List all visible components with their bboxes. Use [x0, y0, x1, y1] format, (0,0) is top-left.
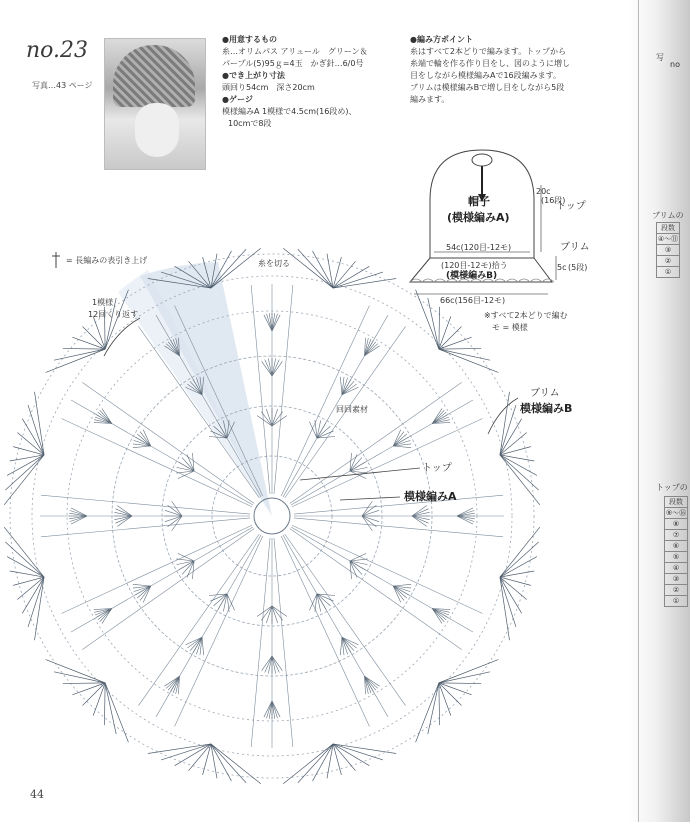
chart-inner-stitch — [171, 676, 180, 692]
chart-fan-stitch — [416, 683, 439, 742]
chart-fan-stitch — [298, 744, 333, 783]
chart-inner-stitch — [393, 434, 406, 446]
points-line-5: 編みます。 — [410, 95, 450, 104]
chart-brim-label: ブリム — [530, 388, 560, 399]
chart-fan-stitch — [500, 577, 516, 627]
points-line-2: 糸端で輪を作る作り目をし、図のように増し — [410, 59, 570, 68]
top-table-row: ② — [665, 585, 688, 596]
schematic-top-rows: (16段) — [541, 196, 566, 205]
chart-fan-stitch — [439, 326, 462, 349]
chart-fan-stitch — [439, 349, 498, 372]
chart-fan-stitch — [333, 744, 396, 754]
schematic-brim-rows: (5段) — [568, 263, 588, 272]
top-table-row: ① — [665, 596, 688, 607]
chart-inner-stitch — [362, 516, 379, 522]
brim-table-title: ブリムの — [652, 211, 684, 220]
top-pointer — [300, 468, 420, 480]
chart-inner-stitch — [432, 609, 448, 618]
chart-inner-stitch — [365, 340, 374, 356]
gauge-heading: ●ゲージ — [222, 95, 253, 104]
brim-rows-table — [656, 222, 680, 278]
schematic-top-label: トップ — [556, 201, 586, 212]
chart-fan-stitch — [104, 683, 105, 725]
photo-reference: 写真…43 ページ — [32, 81, 93, 90]
chart-fan-stitch — [298, 249, 333, 288]
chart-inner-stitch — [137, 586, 150, 598]
chart-fan-stitch — [333, 744, 383, 760]
top-table-row: ⑨〜⑯ — [665, 509, 687, 517]
top-table-row: ⑦ — [665, 530, 688, 541]
chart-fan-stitch — [28, 577, 44, 627]
chart-fan-stitch — [211, 744, 246, 783]
brim-pointer — [488, 398, 518, 434]
chart-inner-stitch — [457, 516, 474, 522]
chart-fan-stitch — [54, 672, 105, 683]
chart-fan-stitch — [333, 279, 396, 289]
chart-inner-stitch — [272, 416, 287, 426]
chart-inner-stitch — [432, 609, 442, 624]
chart-inner-stitch — [266, 314, 272, 331]
chart-fan-stitch — [175, 744, 211, 766]
chart-inner-stitch — [362, 510, 379, 516]
chart-inner-stitch — [457, 510, 474, 516]
chart-inner-stitch — [190, 637, 202, 650]
chart-inner-stitch — [272, 606, 278, 623]
chart-spoke — [82, 529, 254, 650]
chart-inner-stitch — [137, 434, 150, 446]
points-line-1: 糸はすべて2本どりで編みます。トップから — [410, 47, 567, 56]
chart-inner-stitch — [96, 609, 112, 618]
chart-inner-stitch — [257, 606, 272, 616]
chart-fan-stitch — [283, 248, 333, 288]
top-table-title: トップの — [656, 483, 688, 492]
page-number: 44 — [30, 788, 44, 801]
chart-fan-stitch — [28, 405, 44, 455]
chart-inner-stitch — [266, 606, 272, 623]
chart-repeat-2: 12回くり返す — [88, 310, 139, 319]
size-line: 頭回り54cm 深さ20cm — [222, 83, 315, 92]
chart-inner-stitch — [272, 606, 287, 616]
chart-fan-stitch — [333, 744, 369, 766]
chart-fan-stitch — [439, 683, 462, 706]
chart-fan-stitch — [211, 744, 261, 784]
chart-fan-stitch — [105, 683, 128, 742]
schematic-brim-label: ブリム — [560, 242, 590, 253]
legend — [52, 252, 147, 268]
chart-inner-stitch — [172, 516, 182, 531]
chart-fan-stitch — [500, 419, 522, 455]
chart-inner-stitch — [70, 510, 87, 516]
chart-inner-stitch — [393, 446, 411, 448]
top-table-row: ③ — [665, 574, 688, 585]
brim-table-row: ② — [657, 256, 680, 267]
chart-pattern-b-label: 模様編みB — [520, 402, 573, 415]
chart-inner-stitch — [165, 510, 182, 516]
schematic-note-2: モ = 模様 — [492, 323, 528, 332]
chart-fan-stitch — [439, 672, 490, 683]
chart-inner-stitch — [342, 381, 354, 394]
chart-fan-stitch — [63, 683, 105, 684]
chart-fan-stitch — [35, 577, 45, 640]
chart-fan-stitch — [439, 683, 481, 684]
next-page-header-a: 写 — [656, 53, 664, 62]
chart-inner-stitch — [133, 446, 151, 448]
chart-fan-stitch — [72, 337, 105, 349]
chart-pattern-a-label: 模様編みA — [404, 490, 457, 503]
chart-fan-stitch — [46, 349, 105, 372]
chart-fan-stitch — [439, 349, 490, 360]
chart-inner-stitch — [272, 314, 278, 331]
chart-top-label: トップ — [422, 463, 452, 474]
brim-table-header: 段数 — [657, 223, 680, 234]
chart-fan-stitch — [22, 577, 44, 613]
chart-fan-stitch — [22, 419, 44, 455]
chart-fan-stitch — [333, 272, 383, 288]
chart-inner-stitch — [365, 346, 380, 356]
chart-fan-stitch — [82, 683, 105, 706]
schematic-pattern-b: (模様編みB) — [446, 271, 498, 281]
top-table-row: ⑧ — [665, 519, 688, 530]
chart-fan-stitch — [500, 405, 516, 455]
chart-fan-stitch — [46, 660, 105, 683]
chart-inner-stitch — [266, 409, 272, 426]
chart-fan-stitch — [5, 542, 44, 577]
chart-inner-stitch — [261, 606, 272, 620]
chart-inner-stitch — [362, 501, 372, 516]
size-heading: ●でき上がり寸法 — [222, 71, 285, 80]
schematic-head-measure: 54c(120目-12モ) — [446, 243, 512, 252]
top-table-row: ⑤ — [665, 552, 688, 563]
chart-fan-stitch — [416, 290, 439, 349]
chart-fan-stitch — [93, 683, 105, 716]
chart-inner-stitch — [272, 701, 278, 718]
top-table-row: ④ — [665, 563, 688, 574]
chart-spoke — [290, 382, 462, 503]
hat-schematic — [410, 150, 590, 332]
chart-spoke — [138, 534, 259, 706]
chart-inner-stitch — [102, 408, 112, 423]
chart-inner-stitch — [102, 609, 112, 624]
chart-spoke — [290, 529, 462, 650]
chart-fan-stitch — [63, 348, 105, 349]
chart-fan-stitch — [439, 316, 451, 349]
chart-fan-stitch — [82, 326, 105, 349]
schematic-bottom-measure: 66c(156目-12モ) — [440, 296, 506, 305]
chart-fan-stitch — [161, 744, 211, 760]
brim-table-row: ④〜⑪ — [657, 235, 679, 243]
next-page-header-b: no — [670, 60, 680, 69]
chart-inner-stitch — [393, 586, 406, 598]
chart-fan-stitch — [500, 455, 539, 490]
chart-inner-stitch — [393, 584, 411, 586]
chart-fan-stitch — [35, 392, 45, 455]
chart-fan-stitch — [500, 577, 510, 640]
schematic-pickup: (120目-12モ)拾う — [441, 261, 508, 270]
chart-fan-stitch — [500, 392, 510, 455]
chart-spoke — [285, 534, 406, 706]
chart-inner-stitch — [202, 637, 204, 655]
chart-inner-stitch — [165, 516, 182, 522]
chart-inner-stitch — [133, 584, 151, 586]
schematic-start-ring — [472, 154, 492, 166]
gauge-line-2: 10cmで8段 — [228, 119, 272, 128]
chart-inner-stitch — [164, 676, 179, 686]
materials-yarn: パープル(5)95ｇ=4玉 — [222, 59, 303, 68]
schematic-pattern-a: (模様編みA) — [447, 211, 510, 224]
schematic-note-1: ※すべて2本どりで編む — [484, 311, 568, 320]
chart-inner-stitch — [432, 408, 442, 423]
chart-inner-stitch — [362, 505, 376, 516]
chart-inner-stitch — [257, 416, 272, 426]
brim-table-row: ① — [657, 267, 680, 278]
chart-inner-stitch — [340, 377, 342, 395]
top-rows-table — [664, 496, 688, 607]
chart-inner-stitch — [168, 516, 182, 527]
chart-fan-stitch — [4, 527, 44, 577]
pattern-a-pointer — [340, 497, 400, 500]
chart-fan-stitch — [428, 683, 439, 734]
chart-inner-stitch — [432, 415, 448, 424]
chart-fan-stitch — [4, 455, 44, 505]
chart-inner-stitch — [172, 501, 182, 516]
chart-fan-stitch — [439, 307, 440, 349]
chart-fan-stitch — [439, 683, 451, 716]
chart-cut-label: 糸を切る — [258, 259, 290, 268]
chart-inner-stitch — [70, 516, 87, 522]
chart-fan-stitch — [439, 660, 498, 683]
top-table-row: ⑥ — [665, 541, 688, 552]
pattern-number: no.23 — [26, 38, 89, 63]
chart-inner-stitch — [340, 637, 342, 655]
chart-fan-stitch — [439, 683, 472, 695]
chart-fan-stitch — [105, 683, 116, 734]
brim-table-row: ③ — [657, 245, 680, 256]
chart-fan-stitch — [500, 542, 539, 577]
chart-inner-stitch — [362, 516, 376, 527]
chart-fan-stitch — [333, 266, 369, 288]
materials-hook: かぎ針…6/0号 — [310, 59, 364, 68]
chart-fan-stitch — [500, 527, 540, 577]
chart-inner-stitch — [362, 516, 372, 531]
chart-fan-stitch — [72, 683, 105, 695]
materials-heading: ●用意するもの — [222, 35, 277, 44]
chart-fan-stitch — [54, 349, 105, 360]
chart-fan-stitch — [5, 455, 44, 490]
chart-inner-stitch — [168, 505, 182, 516]
chart-inner-stitch — [272, 409, 278, 426]
top-table-header: 段数 — [665, 497, 688, 508]
gauge-line-1: 模様編みA 1模様で4.5cm(16段め)、 — [222, 107, 357, 116]
legend-text: = 長編みの表引き上げ — [66, 256, 148, 265]
chart-inner-stitch — [272, 412, 283, 426]
chart-fan-stitch — [439, 337, 472, 349]
chart-inner-stitch — [272, 606, 283, 620]
schematic-brim-depth: 5c — [557, 263, 567, 272]
points-heading: ●編み方ポイント — [410, 35, 473, 44]
chart-fan-stitch — [439, 348, 481, 349]
points-line-3: 目をしながら模様編みAで16段編みます。 — [410, 71, 562, 80]
chart-inner-stitch — [96, 415, 112, 424]
chart-inner-stitch — [365, 676, 374, 692]
chart-fan-stitch — [148, 744, 211, 754]
materials-line-1: 糸…オリムパス アリュール グリーン＆ — [222, 47, 368, 56]
schematic-hat-label: 帽子 — [468, 195, 490, 208]
chart-inner-stitch — [365, 676, 380, 686]
chart-inner-stitch — [342, 637, 354, 650]
chart-fan-stitch — [500, 455, 540, 505]
watermark: 回回素材 — [336, 405, 368, 414]
repeat-pointer — [104, 318, 140, 356]
chart-fan-stitch — [500, 577, 522, 613]
schematic-top-depth: 20c — [536, 187, 551, 196]
chart-repeat-1: 1模様 — [92, 298, 114, 307]
chart-inner-stitch — [266, 701, 272, 718]
chart-fan-stitch — [93, 316, 105, 349]
chart-fan-stitch — [428, 298, 439, 349]
chart-fan-stitch — [439, 683, 440, 725]
chart-fan-stitch — [283, 744, 333, 784]
chart-inner-stitch — [261, 412, 272, 426]
points-line-4: ブリムは模様編みBで増し目をしながら5段 — [410, 83, 565, 92]
